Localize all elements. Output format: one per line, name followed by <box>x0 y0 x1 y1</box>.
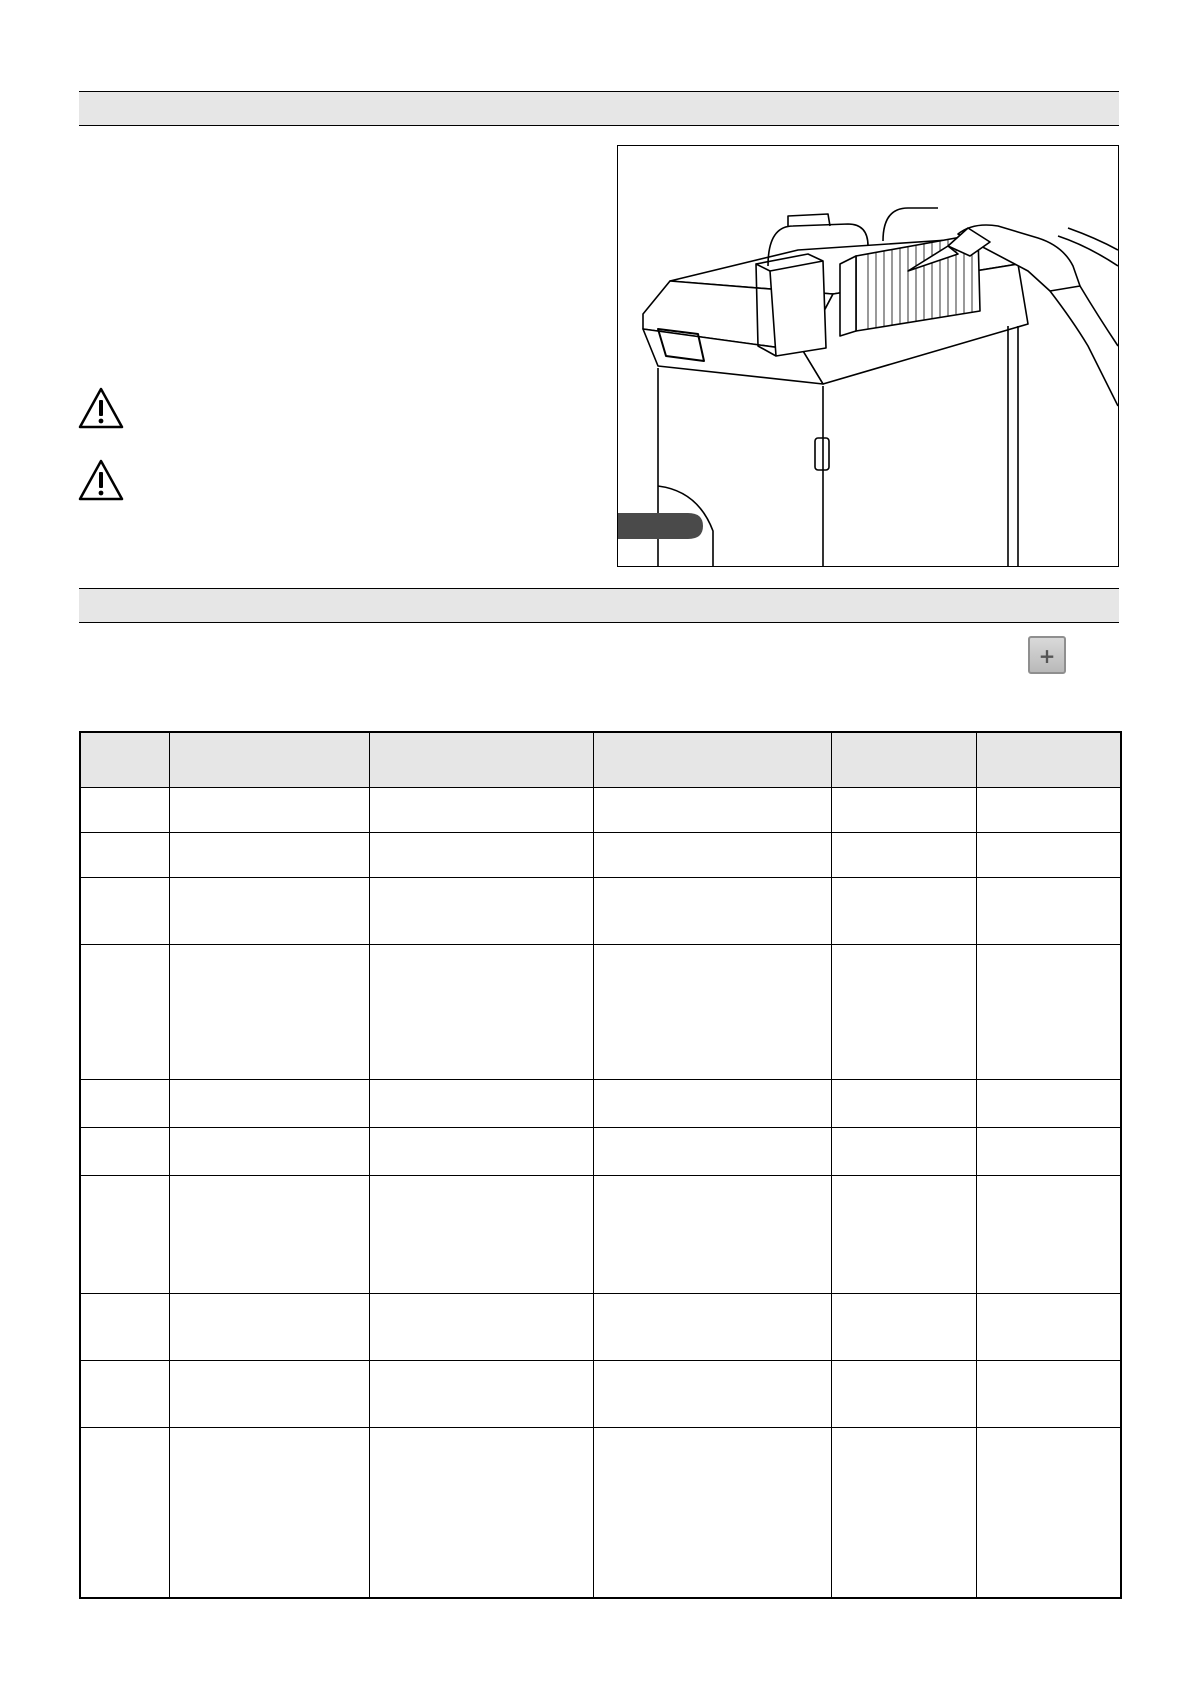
table-cell <box>831 878 976 945</box>
table-cell <box>831 1128 976 1176</box>
table-cell <box>80 788 169 833</box>
table-cell <box>976 878 1121 945</box>
table-cell <box>169 1128 369 1176</box>
section-header <box>79 91 1119 126</box>
table-cell <box>169 878 369 945</box>
table-cell <box>369 788 593 833</box>
table-cell <box>831 833 976 878</box>
table-cell <box>593 1080 831 1128</box>
condenser-cleaning-illustration <box>617 145 1119 567</box>
table-cell <box>369 878 593 945</box>
table-cell <box>80 1294 169 1361</box>
table-cell <box>593 1361 831 1428</box>
table-cell <box>80 833 169 878</box>
table-cell <box>976 1176 1121 1294</box>
table-cell <box>369 833 593 878</box>
table-row <box>80 833 1121 878</box>
table-row <box>80 1428 1121 1598</box>
table-cell <box>593 1176 831 1294</box>
table-cell <box>593 1128 831 1176</box>
table-cell <box>169 945 369 1080</box>
table-cell <box>369 1080 593 1128</box>
table-cell <box>169 1294 369 1361</box>
table-cell <box>831 1361 976 1428</box>
table-cell <box>593 878 831 945</box>
table-cell <box>80 945 169 1080</box>
column-header <box>831 732 976 788</box>
table-cell <box>169 1428 369 1598</box>
table-cell <box>593 1428 831 1598</box>
table-row <box>80 1080 1121 1128</box>
table-cell <box>976 1080 1121 1128</box>
table-cell <box>976 1361 1121 1428</box>
column-header <box>169 732 369 788</box>
column-header <box>80 732 169 788</box>
table-cell <box>169 1080 369 1128</box>
table-row <box>80 788 1121 833</box>
table-cell <box>80 1361 169 1428</box>
table-cell <box>593 945 831 1080</box>
table-cell <box>831 1428 976 1598</box>
table-row <box>80 1294 1121 1361</box>
section-header <box>79 588 1119 623</box>
table-cell <box>831 1080 976 1128</box>
table-cell <box>831 945 976 1080</box>
table-cell <box>976 945 1121 1080</box>
table-row <box>80 1361 1121 1428</box>
warning-triangle-icon <box>77 458 125 502</box>
table-cell <box>369 1428 593 1598</box>
maintenance-table <box>79 731 1122 1599</box>
table-cell <box>976 833 1121 878</box>
table-cell <box>976 788 1121 833</box>
column-header <box>593 732 831 788</box>
table-cell <box>831 1294 976 1361</box>
table-cell <box>169 833 369 878</box>
table-cell <box>80 1128 169 1176</box>
table-cell <box>976 1128 1121 1176</box>
table-cell <box>369 1294 593 1361</box>
table-row <box>80 1128 1121 1176</box>
table-row <box>80 1176 1121 1294</box>
table-row <box>80 945 1121 1080</box>
table-cell <box>369 945 593 1080</box>
table-cell <box>831 1176 976 1294</box>
table-cell <box>593 1294 831 1361</box>
plus-button[interactable] <box>1028 636 1066 674</box>
table-cell <box>80 1080 169 1128</box>
table-cell <box>169 1361 369 1428</box>
table-cell <box>831 788 976 833</box>
table-cell <box>169 1176 369 1294</box>
column-header <box>976 732 1121 788</box>
table-header-row <box>80 732 1121 788</box>
column-header <box>369 732 593 788</box>
table-cell <box>80 1428 169 1598</box>
table-cell <box>593 788 831 833</box>
table-cell <box>369 1361 593 1428</box>
table-row <box>80 878 1121 945</box>
table-cell <box>593 833 831 878</box>
table-cell <box>369 1128 593 1176</box>
table-cell <box>976 1428 1121 1598</box>
table-cell <box>369 1176 593 1294</box>
table-cell <box>976 1294 1121 1361</box>
table-cell <box>169 788 369 833</box>
table-cell <box>80 1176 169 1294</box>
warning-triangle-icon <box>77 386 125 430</box>
illustration-svg <box>618 146 1118 566</box>
table-cell <box>80 878 169 945</box>
plus-icon: + <box>1038 644 1056 668</box>
